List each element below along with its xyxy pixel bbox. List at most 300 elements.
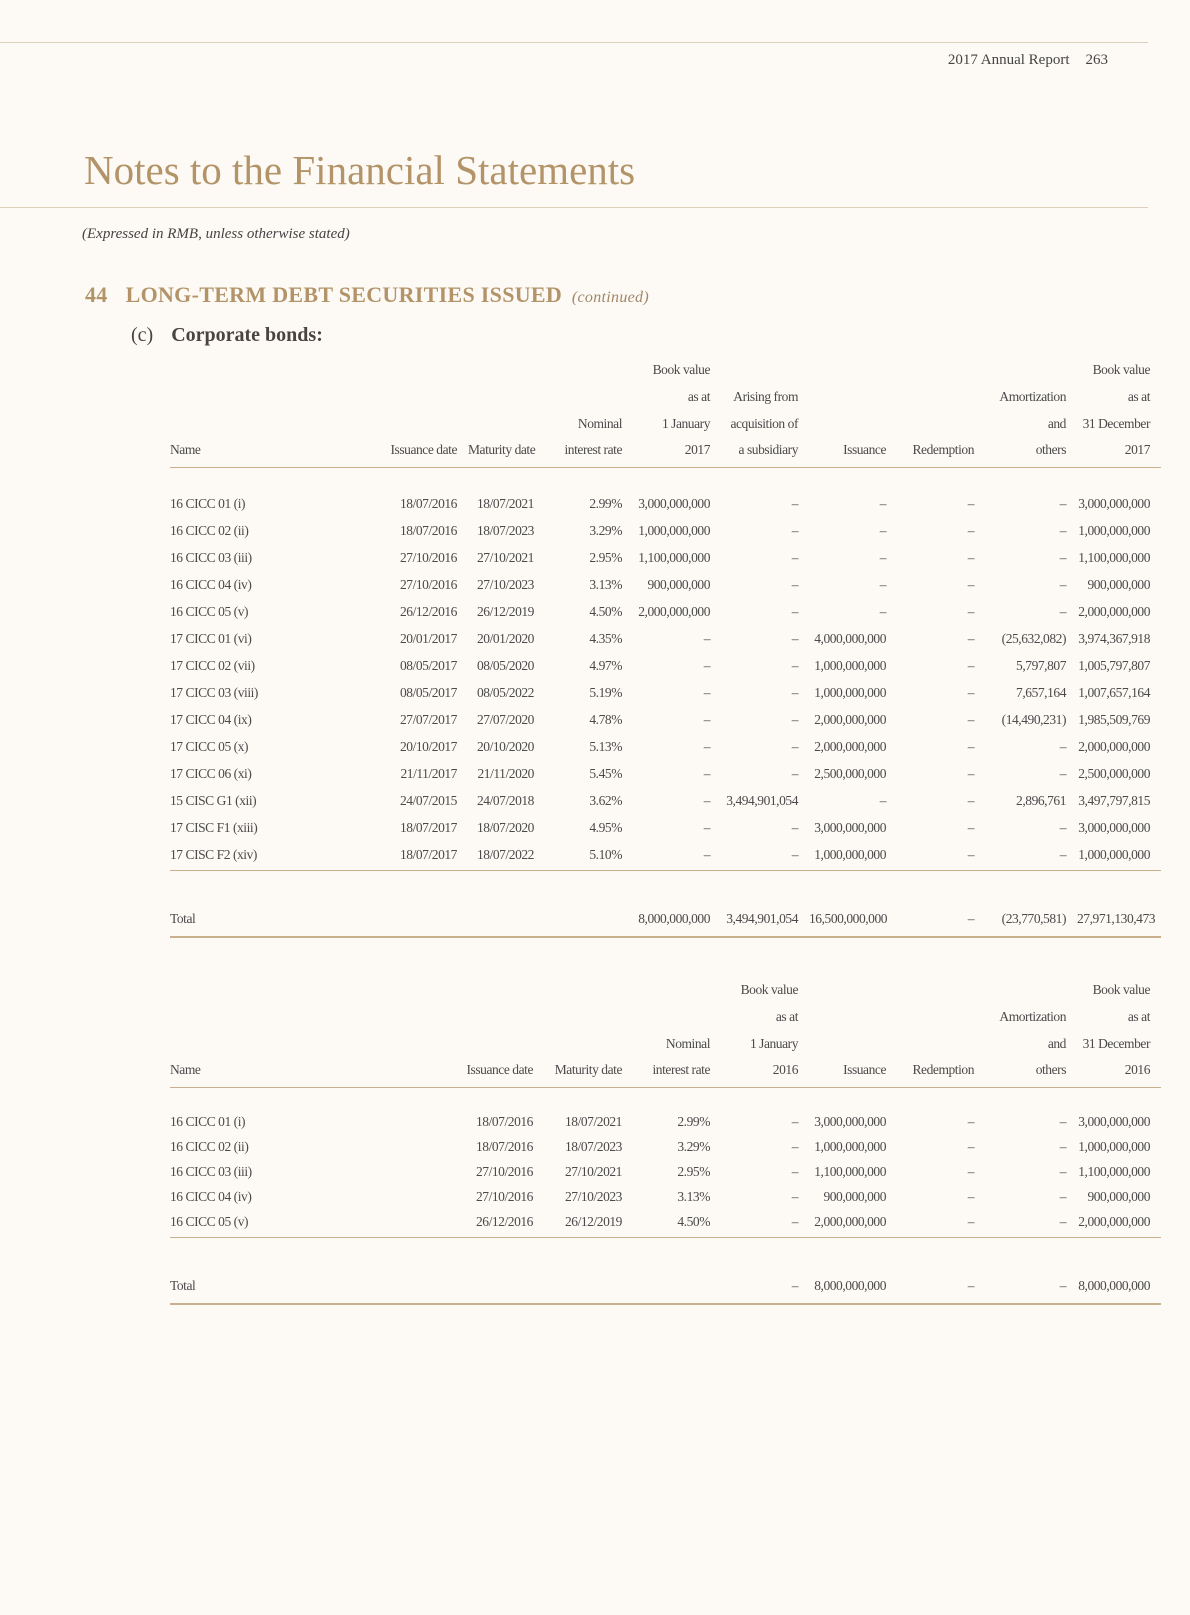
total-row-cell: Total	[170, 901, 380, 937]
table-row-cell: 18/07/2017	[380, 837, 468, 871]
table-row-cell: 18/07/2016	[475, 1139, 533, 1154]
subsection-heading	[131, 324, 323, 347]
table-row-cell: –	[967, 577, 974, 592]
table-row-cell: –	[1059, 496, 1066, 511]
table-row-cell: 18/07/2017	[399, 820, 457, 835]
total-row-cell	[545, 901, 633, 937]
table-row-cell: 16 CICC 02 (ii)	[170, 523, 249, 538]
header-row-cell: 2017	[1077, 433, 1161, 468]
table-row	[170, 756, 1161, 783]
total-row-cell: 8,000,000,000	[809, 1268, 897, 1304]
table-row-cell: –	[967, 712, 974, 727]
table-row-cell: –	[791, 766, 798, 781]
header-row-cell: 31 December	[1082, 416, 1150, 431]
table-row-cell: 5.45%	[589, 766, 622, 781]
table-row	[170, 567, 1161, 594]
header-row-cell	[985, 972, 1077, 999]
table-row-cell: 20/10/2017	[399, 739, 457, 754]
section-continued: (continued)	[571, 289, 649, 306]
header-row	[170, 352, 1161, 379]
table-row-cell: –	[897, 1206, 985, 1238]
total-row-cell: (23,770,581)	[985, 901, 1077, 937]
currency-note: (Expressed in RMB, unless otherwise stated)	[82, 226, 350, 242]
subsection-label: (c)	[131, 324, 154, 346]
table-row-cell: 5.19%	[589, 685, 622, 700]
header-row-cell	[380, 352, 468, 379]
spacer-row	[170, 871, 1161, 902]
table-row-cell: 18/07/2016	[399, 496, 457, 511]
table-row-cell: 5.13%	[589, 739, 622, 754]
header-row	[170, 433, 1161, 468]
table-row-cell: 17 CICC 02 (vii)	[170, 658, 255, 673]
header-row-cell: 2016	[1077, 1053, 1161, 1088]
table-row-cell: –	[967, 1189, 974, 1204]
total-row-cell	[633, 1268, 721, 1304]
table-row-cell: –	[879, 577, 886, 592]
table-row-cell: 1,000,000,000	[1078, 1139, 1150, 1154]
header-row-cell	[170, 972, 456, 999]
table-row-cell: 1,000,000,000	[638, 523, 710, 538]
table-row-cell: 2,500,000,000	[1078, 766, 1150, 781]
table-row-cell: –	[1059, 1139, 1066, 1154]
table-row-cell: –	[721, 837, 809, 871]
table-row-cell: –	[791, 550, 798, 565]
table-row-cell: –	[879, 550, 886, 565]
header-row-cell	[544, 999, 633, 1026]
table-row-cell: 1,007,657,164	[1078, 685, 1150, 700]
total-row-cell	[468, 901, 545, 937]
table-row	[170, 675, 1161, 702]
table-row-cell: –	[967, 1114, 974, 1129]
table-row-cell: 1,985,509,769	[1078, 712, 1150, 727]
table-row-cell: 900,000,000	[1087, 577, 1150, 592]
header-row-cell: 2016	[721, 1053, 809, 1088]
table-row-cell: 16 CICC 03 (iii)	[170, 550, 252, 565]
table-row-cell: –	[1059, 523, 1066, 538]
table-row-cell: 4.78%	[589, 712, 622, 727]
table-row-cell: 16 CICC 05 (v)	[170, 604, 249, 619]
header-row-cell	[633, 972, 721, 999]
table-row-cell: 3,000,000,000	[814, 1114, 886, 1129]
total-row-cell: 8,000,000,000	[1077, 1268, 1161, 1304]
header-row-cell	[633, 999, 721, 1026]
spacer-row	[170, 1088, 1161, 1107]
header-row-cell: a subsidiary	[721, 433, 809, 468]
table-row-cell: –	[985, 1206, 1077, 1238]
table-row-cell: 2.95%	[589, 550, 622, 565]
table-row-cell: 4,000,000,000	[814, 631, 886, 646]
table-row-cell: –	[985, 837, 1077, 871]
table-row-cell: –	[1059, 577, 1066, 592]
table-row-cell: 3,000,000,000	[1078, 1114, 1150, 1129]
header-row-cell	[897, 379, 985, 406]
table-row	[170, 621, 1161, 648]
table-row-cell: 3.29%	[589, 523, 622, 538]
table-row-cell: 1,100,000,000	[1078, 1164, 1150, 1179]
table-row-cell: –	[967, 766, 974, 781]
header-row-cell: Name	[170, 433, 380, 468]
table-row-cell: –	[967, 739, 974, 754]
header-row-cell	[985, 352, 1077, 379]
table-row-cell: –	[633, 837, 721, 871]
header-row-cell: Book value	[740, 982, 798, 997]
corporate-bonds-2017-table	[170, 352, 1161, 938]
table-row-cell: 4.50%	[589, 604, 622, 619]
table-row-cell: 17 CISC F2 (xiv)	[170, 837, 380, 871]
table-row-cell: –	[1059, 1164, 1066, 1179]
table-row-cell: 1,000,000,000	[1077, 837, 1161, 871]
header-row-cell	[897, 972, 985, 999]
table-row-cell: –	[703, 820, 710, 835]
header-row-cell	[544, 1026, 633, 1053]
total-row-cell: Total	[170, 1268, 456, 1304]
subsection-title: Corporate bonds:	[171, 324, 323, 346]
table-row-cell: 16 CICC 01 (i)	[170, 1114, 246, 1129]
table-row-cell: –	[1059, 1114, 1066, 1129]
table-row-cell: –	[967, 550, 974, 565]
table-row-cell: 27/07/2020	[476, 712, 534, 727]
table-row-cell: –	[967, 631, 974, 646]
header-row-cell: Book value	[652, 362, 710, 377]
table-row-cell: –	[791, 496, 798, 511]
total-row-cell	[456, 1268, 544, 1304]
header-row-cell: Redemption	[897, 1053, 985, 1088]
header-row-cell: Maturity date	[468, 433, 545, 468]
table-row-cell: –	[791, 577, 798, 592]
table-row-cell: –	[967, 1139, 974, 1154]
table-row-cell: 18/07/2021	[564, 1114, 622, 1129]
header-row-cell: Amortization	[999, 1009, 1066, 1024]
table-row	[170, 1156, 1161, 1181]
table-row-cell: 4.50%	[633, 1206, 721, 1238]
table-row-cell: 20/01/2020	[476, 631, 534, 646]
table-row-cell: 17 CICC 06 (xi)	[170, 766, 252, 781]
header-row-cell: Redemption	[897, 433, 985, 468]
header-row-cell: 2017	[633, 433, 721, 468]
header-row-cell: and	[1047, 416, 1066, 431]
table-row-cell: 3,000,000,000	[1078, 820, 1150, 835]
table-row-cell: 2.99%	[589, 496, 622, 511]
table-row-cell: 2.95%	[677, 1164, 710, 1179]
table-row-cell: 5,797,807	[1016, 658, 1066, 673]
spacer-row	[170, 468, 1161, 487]
header-row-cell	[721, 352, 809, 379]
table-row-cell: –	[703, 631, 710, 646]
table-row-cell: (25,632,082)	[1001, 631, 1066, 646]
header-row-cell	[809, 972, 897, 999]
table-row-cell: 1,000,000,000	[814, 658, 886, 673]
table-row-cell: –	[703, 685, 710, 700]
table-row-cell: 17 CICC 03 (viii)	[170, 685, 258, 700]
table-row	[170, 1206, 1161, 1238]
table-row-cell: 27/10/2016	[475, 1164, 533, 1179]
table-row-cell: 1,100,000,000	[814, 1164, 886, 1179]
table-row-cell: –	[791, 604, 798, 619]
table-row-cell: 1,000,000,000	[814, 1139, 886, 1154]
table-row-cell: 1,000,000,000	[814, 685, 886, 700]
header-row-cell	[544, 972, 633, 999]
table-row-cell: 27/10/2023	[476, 577, 534, 592]
table-row-cell: 08/05/2022	[476, 685, 534, 700]
header-row-cell	[545, 379, 633, 406]
table-row-cell: –	[1059, 1189, 1066, 1204]
table-row	[170, 594, 1161, 621]
header-row-cell: Amortization	[999, 389, 1066, 404]
header-row-cell	[170, 1026, 456, 1053]
header-row-cell	[170, 352, 380, 379]
table-row	[170, 1181, 1161, 1206]
header-row-cell: Book value	[1092, 982, 1150, 997]
header-row-cell: Book value	[1092, 362, 1150, 377]
table-row-cell: 5.10%	[545, 837, 633, 871]
header-row-cell	[456, 1026, 544, 1053]
header-row-cell: 1 January	[661, 416, 710, 431]
table-row-cell: 4.35%	[589, 631, 622, 646]
header-row-cell: Issuance	[809, 433, 897, 468]
table-row-cell: –	[967, 793, 974, 808]
header-row-cell	[809, 1026, 897, 1053]
header-row-cell: Arising from	[733, 389, 798, 404]
table-row-cell: –	[879, 523, 886, 538]
table-row-cell: 17 CICC 05 (x)	[170, 739, 249, 754]
total-row	[170, 901, 1161, 937]
table-row-cell: –	[1059, 739, 1066, 754]
table-row-cell: 4.97%	[589, 658, 622, 673]
header-row-cell: 31 December	[1082, 1036, 1150, 1051]
table-row-cell: 17 CISC F1 (xiii)	[170, 820, 258, 835]
table-row	[170, 837, 1161, 871]
table-row-cell: 15 CISC G1 (xii)	[170, 793, 257, 808]
table-row-cell: (14,490,231)	[1001, 712, 1066, 727]
table-row-cell: –	[879, 793, 886, 808]
header-row-cell: Nominal	[665, 1036, 710, 1051]
table-row-cell: 900,000,000	[647, 577, 710, 592]
table-row-cell: –	[703, 739, 710, 754]
header-row-cell: Name	[170, 1053, 456, 1088]
header-row-cell	[456, 972, 544, 999]
table-row-cell: 3,000,000,000	[638, 496, 710, 511]
header-row	[170, 999, 1161, 1026]
table-row-cell: 21/11/2017	[400, 766, 457, 781]
table-row-cell: 1,100,000,000	[638, 550, 710, 565]
table-row-cell: –	[791, 1139, 798, 1154]
table-row-cell: 16 CICC 04 (iv)	[170, 1189, 252, 1204]
table-row-cell: 1,005,797,807	[1078, 658, 1150, 673]
spacer	[170, 871, 1161, 902]
table-row-cell: 27/07/2017	[399, 712, 457, 727]
header-rule	[0, 42, 1148, 43]
table-row-cell: 2,000,000,000	[1078, 739, 1150, 754]
header-row-cell	[809, 379, 897, 406]
table-row-cell: 3.29%	[677, 1139, 710, 1154]
header-row-cell	[809, 999, 897, 1026]
table-row-cell: 18/07/2016	[475, 1114, 533, 1129]
table-row	[170, 540, 1161, 567]
table-row-cell: –	[967, 604, 974, 619]
table-row-cell: 20/01/2017	[399, 631, 457, 646]
table-row-cell: –	[879, 604, 886, 619]
total-row	[170, 1268, 1161, 1304]
report-name: 2017 Annual Report	[947, 52, 1070, 68]
table-row-cell: 2,000,000,000	[1078, 604, 1150, 619]
header-row	[170, 379, 1161, 406]
running-header	[948, 52, 1108, 69]
table-row-cell: 3,000,000,000	[814, 820, 886, 835]
table-row-cell: 18/07/2023	[564, 1139, 622, 1154]
table-row-cell: 17 CICC 01 (vi)	[170, 631, 252, 646]
table-row-cell: 08/05/2017	[399, 658, 457, 673]
table-row-cell: –	[791, 523, 798, 538]
table-row-cell: 1,000,000,000	[1078, 523, 1150, 538]
table-row-cell: 26/12/2016	[399, 604, 457, 619]
table-row	[170, 513, 1161, 540]
table-row-cell: –	[791, 1164, 798, 1179]
table-row-cell: –	[791, 658, 798, 673]
table-row-cell: 7,657,164	[1016, 685, 1066, 700]
table-row-cell: 2,000,000,000	[814, 739, 886, 754]
header-row-cell: as at	[775, 1009, 798, 1024]
section-number: 44	[85, 282, 108, 307]
table-row	[170, 783, 1161, 810]
spacer	[170, 468, 1161, 487]
table-row-cell: –	[967, 820, 974, 835]
total-row-cell: –	[897, 901, 985, 937]
table-row-cell: 20/10/2020	[476, 739, 534, 754]
table-row-cell: 27/10/2021	[476, 550, 534, 565]
table-row-cell: 1,100,000,000	[1078, 550, 1150, 565]
table-row-cell: –	[1059, 550, 1066, 565]
header-row	[170, 406, 1161, 433]
table-row-cell: 18/07/2020	[476, 820, 534, 835]
table-row-cell: 17 CICC 04 (ix)	[170, 712, 252, 727]
spacer-row	[170, 1238, 1161, 1269]
table-row-cell: 2,000,000,000	[1077, 1206, 1161, 1238]
header-row-cell: as at	[687, 389, 710, 404]
table-row-cell: 2,500,000,000	[814, 766, 886, 781]
table-row-cell: 16 CICC 05 (v)	[170, 1206, 456, 1238]
table-row-cell: –	[791, 1189, 798, 1204]
table-row-cell: 1,000,000,000	[809, 837, 897, 871]
header-row-cell	[809, 406, 897, 433]
table-row-cell: 08/05/2020	[476, 658, 534, 673]
total-row-cell: 16,500,000,000	[809, 901, 897, 937]
section-title: LONG-TERM DEBT SECURITIES ISSUED	[125, 282, 563, 307]
table-row-cell: 900,000,000	[823, 1189, 886, 1204]
table-row-cell: –	[967, 1164, 974, 1179]
table-row-cell: –	[791, 739, 798, 754]
table-row-cell: –	[791, 820, 798, 835]
table-row-cell: 26/12/2019	[544, 1206, 633, 1238]
table-row-cell: 2.99%	[677, 1114, 710, 1129]
header-row-cell: interest rate	[633, 1053, 721, 1088]
table-row-cell: 24/07/2018	[476, 793, 534, 808]
table-row-cell: 2,000,000,000	[814, 712, 886, 727]
table-row-cell: 16 CICC 01 (i)	[170, 496, 246, 511]
header-row-cell	[897, 999, 985, 1026]
table-row-cell: 27/10/2016	[475, 1189, 533, 1204]
header-row-cell: acquisition of	[730, 416, 798, 431]
corporate-bonds-2016-table	[170, 972, 1161, 1305]
header-row-cell: Issuance date	[380, 433, 468, 468]
header-row-cell	[897, 1026, 985, 1053]
total-row-cell	[544, 1268, 633, 1304]
table-row-cell: –	[703, 766, 710, 781]
table-row-cell: –	[791, 1114, 798, 1129]
table-row-cell: 900,000,000	[1087, 1189, 1150, 1204]
header-row-cell: Issuance date	[456, 1053, 544, 1088]
table-row-cell: 16 CICC 02 (ii)	[170, 1139, 249, 1154]
total-row-cell: –	[721, 1268, 809, 1304]
total-row-cell: –	[985, 1268, 1077, 1304]
table-row-cell: 3.13%	[589, 577, 622, 592]
total-row-cell	[380, 901, 468, 937]
table-row-cell: 18/07/2023	[476, 523, 534, 538]
header-row-cell: Maturity date	[544, 1053, 633, 1088]
header-row-cell: Issuance	[809, 1053, 897, 1088]
total-row-cell: 27,971,130,473	[1077, 901, 1161, 937]
table-row-cell: 18/07/2016	[399, 523, 457, 538]
table-row-cell: 3.13%	[677, 1189, 710, 1204]
header-row-cell	[897, 352, 985, 379]
page-title: Notes to the Financial Statements	[84, 147, 636, 193]
header-row-cell: others	[985, 1053, 1077, 1088]
table-row-cell: 3.62%	[589, 793, 622, 808]
header-row-cell	[468, 379, 545, 406]
spacer	[170, 1088, 1161, 1107]
table-row-cell: 2,000,000,000	[809, 1206, 897, 1238]
title-rule	[0, 207, 1148, 208]
header-row	[170, 1053, 1161, 1088]
header-row-cell	[468, 406, 545, 433]
total-row-cell: –	[897, 1268, 985, 1304]
header-row-cell	[170, 406, 380, 433]
table-row-cell: 24/07/2015	[399, 793, 457, 808]
table-row-cell: –	[791, 712, 798, 727]
table-row-cell: 18/07/2021	[476, 496, 534, 511]
header-row	[170, 1026, 1161, 1053]
table-row-cell: –	[1059, 604, 1066, 619]
total-row-cell: 8,000,000,000	[633, 901, 721, 937]
header-row-cell	[170, 379, 380, 406]
table-row-cell: –	[721, 1206, 809, 1238]
header-row-cell	[809, 352, 897, 379]
table-row-cell: –	[703, 658, 710, 673]
header-row-cell	[380, 406, 468, 433]
table-row-cell: 3,000,000,000	[1078, 496, 1150, 511]
table-row-cell: –	[703, 712, 710, 727]
table-row-cell: –	[967, 523, 974, 538]
total-row-cell: 3,494,901,054	[721, 901, 809, 937]
section-heading	[85, 282, 649, 308]
header-row-cell	[380, 379, 468, 406]
table-row-cell: –	[879, 496, 886, 511]
table-row-cell: 3,497,797,815	[1078, 793, 1150, 808]
header-row-cell: interest rate	[545, 433, 633, 468]
table-row	[170, 648, 1161, 675]
table-row-cell: 26/12/2019	[476, 604, 534, 619]
header-row	[170, 972, 1161, 999]
table-row-cell: 26/12/2016	[456, 1206, 544, 1238]
header-row-cell	[170, 999, 456, 1026]
header-row-cell: 1 January	[749, 1036, 798, 1051]
table-row-cell: 3,974,367,918	[1078, 631, 1150, 646]
table-row-cell: 4.95%	[589, 820, 622, 835]
header-row-cell	[468, 352, 545, 379]
table-row	[170, 486, 1161, 513]
page-number: 263	[1085, 52, 1108, 68]
table-row-cell: –	[967, 496, 974, 511]
table-row-cell: 27/10/2016	[399, 577, 457, 592]
